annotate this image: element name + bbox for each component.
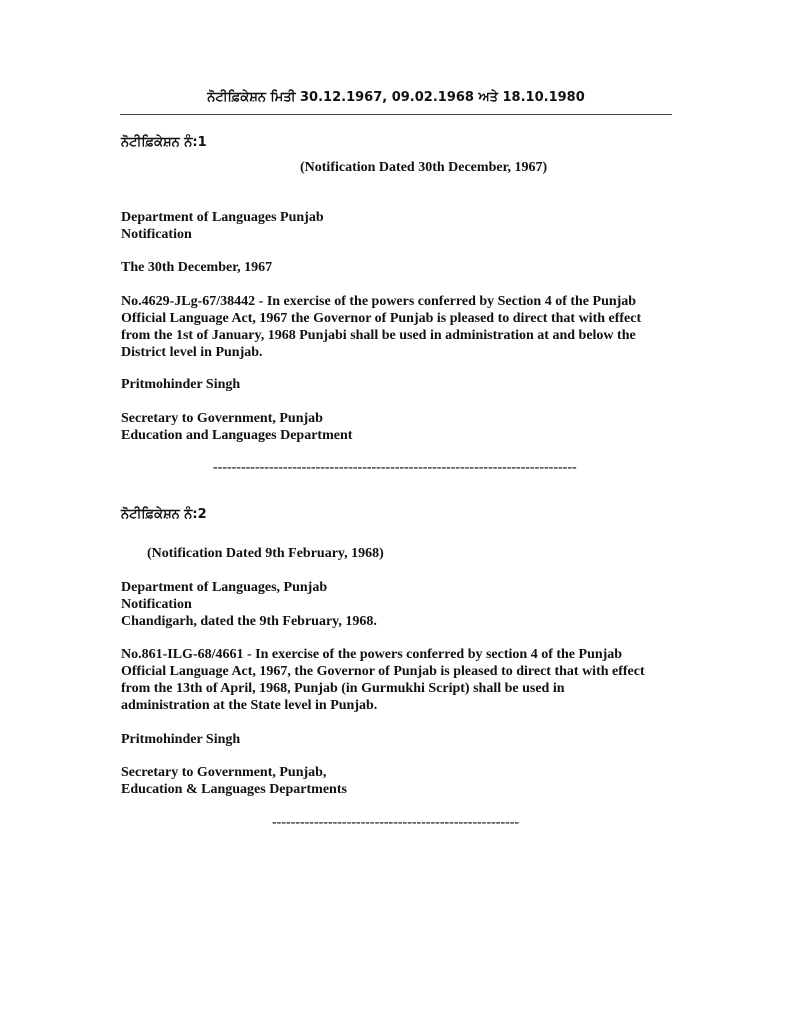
department-line: Department of Languages Punjab [121, 210, 324, 225]
department-line: Notification [121, 227, 192, 242]
designation-line: Secretary to Government, Punjab [121, 411, 323, 426]
department-line: Department of Languages, Punjab [121, 580, 328, 595]
body-line: District level in Punjab. [121, 345, 263, 360]
department-line: Notification [121, 597, 192, 612]
body-line: Official Language Act, 1967, the Governor of Punjab is pleased to direct that with effect [121, 664, 645, 679]
body-line: Official Language Act, 1967 the Governor of Punjab is pleased to direct that with effect [121, 311, 642, 326]
designation-line: Education & Languages Departments [121, 782, 347, 797]
notification-1-date: The 30th December, 1967 [121, 260, 273, 275]
body-line: administration at the State level in Punjab. [121, 698, 378, 713]
notification-1-heading: ਨੋਟੀਫ਼ਿਕੇਸ਼ਨ ਨੰ:1 [121, 135, 207, 150]
notification-2-signatory: Pritmohinder Singh [121, 732, 241, 747]
notification-2-subheading: (Notification Dated 9th February, 1968) [147, 546, 384, 561]
notification-2-separator: ----------------------------------------------------- [272, 816, 520, 830]
body-line: from the 13th of April, 1968, Punjab (in Gurmukhi Script) shall be used in [121, 681, 565, 696]
notification-2-body [121, 646, 681, 714]
notification-1-department [121, 209, 681, 243]
notification-1-subheading: (Notification Dated 30th December, 1967) [300, 160, 548, 175]
notification-1-separator: ------------------------------------------------------------------------------ [213, 461, 577, 475]
notification-2-heading: ਨੋਟੀਫ਼ਿਕੇਸ਼ਨ ਨੰ:2 [121, 507, 207, 522]
notification-1-signatory: Pritmohinder Singh [121, 377, 241, 392]
body-line: No.4629-JLg-67/38442 - In exercise of the powers conferred by Section 4 of the Punjab [121, 294, 637, 309]
department-line: Chandigarh, dated the 9th February, 1968. [121, 614, 377, 629]
document-title: ਨੋਟੀਫ਼ਿਕੇਸ਼ਨ ਮਿਤੀ 30.12.1967, 09.02.1968 ਅਤੇ 18.10.1980 [207, 90, 585, 105]
body-line: from the 1st of January, 1968 Punjabi shall be used in administration at and below the [121, 328, 636, 343]
designation-line: Education and Languages Department [121, 428, 353, 443]
title-underline-rule [120, 114, 672, 115]
notification-2-designation [121, 764, 681, 798]
notification-1-body [121, 293, 681, 361]
designation-line: Secretary to Government, Punjab, [121, 765, 327, 780]
body-line: No.861-ILG-68/4661 - In exercise of the powers conferred by section 4 of the Punjab [121, 647, 623, 662]
notification-2-department [121, 579, 681, 630]
notification-1-designation [121, 410, 681, 444]
